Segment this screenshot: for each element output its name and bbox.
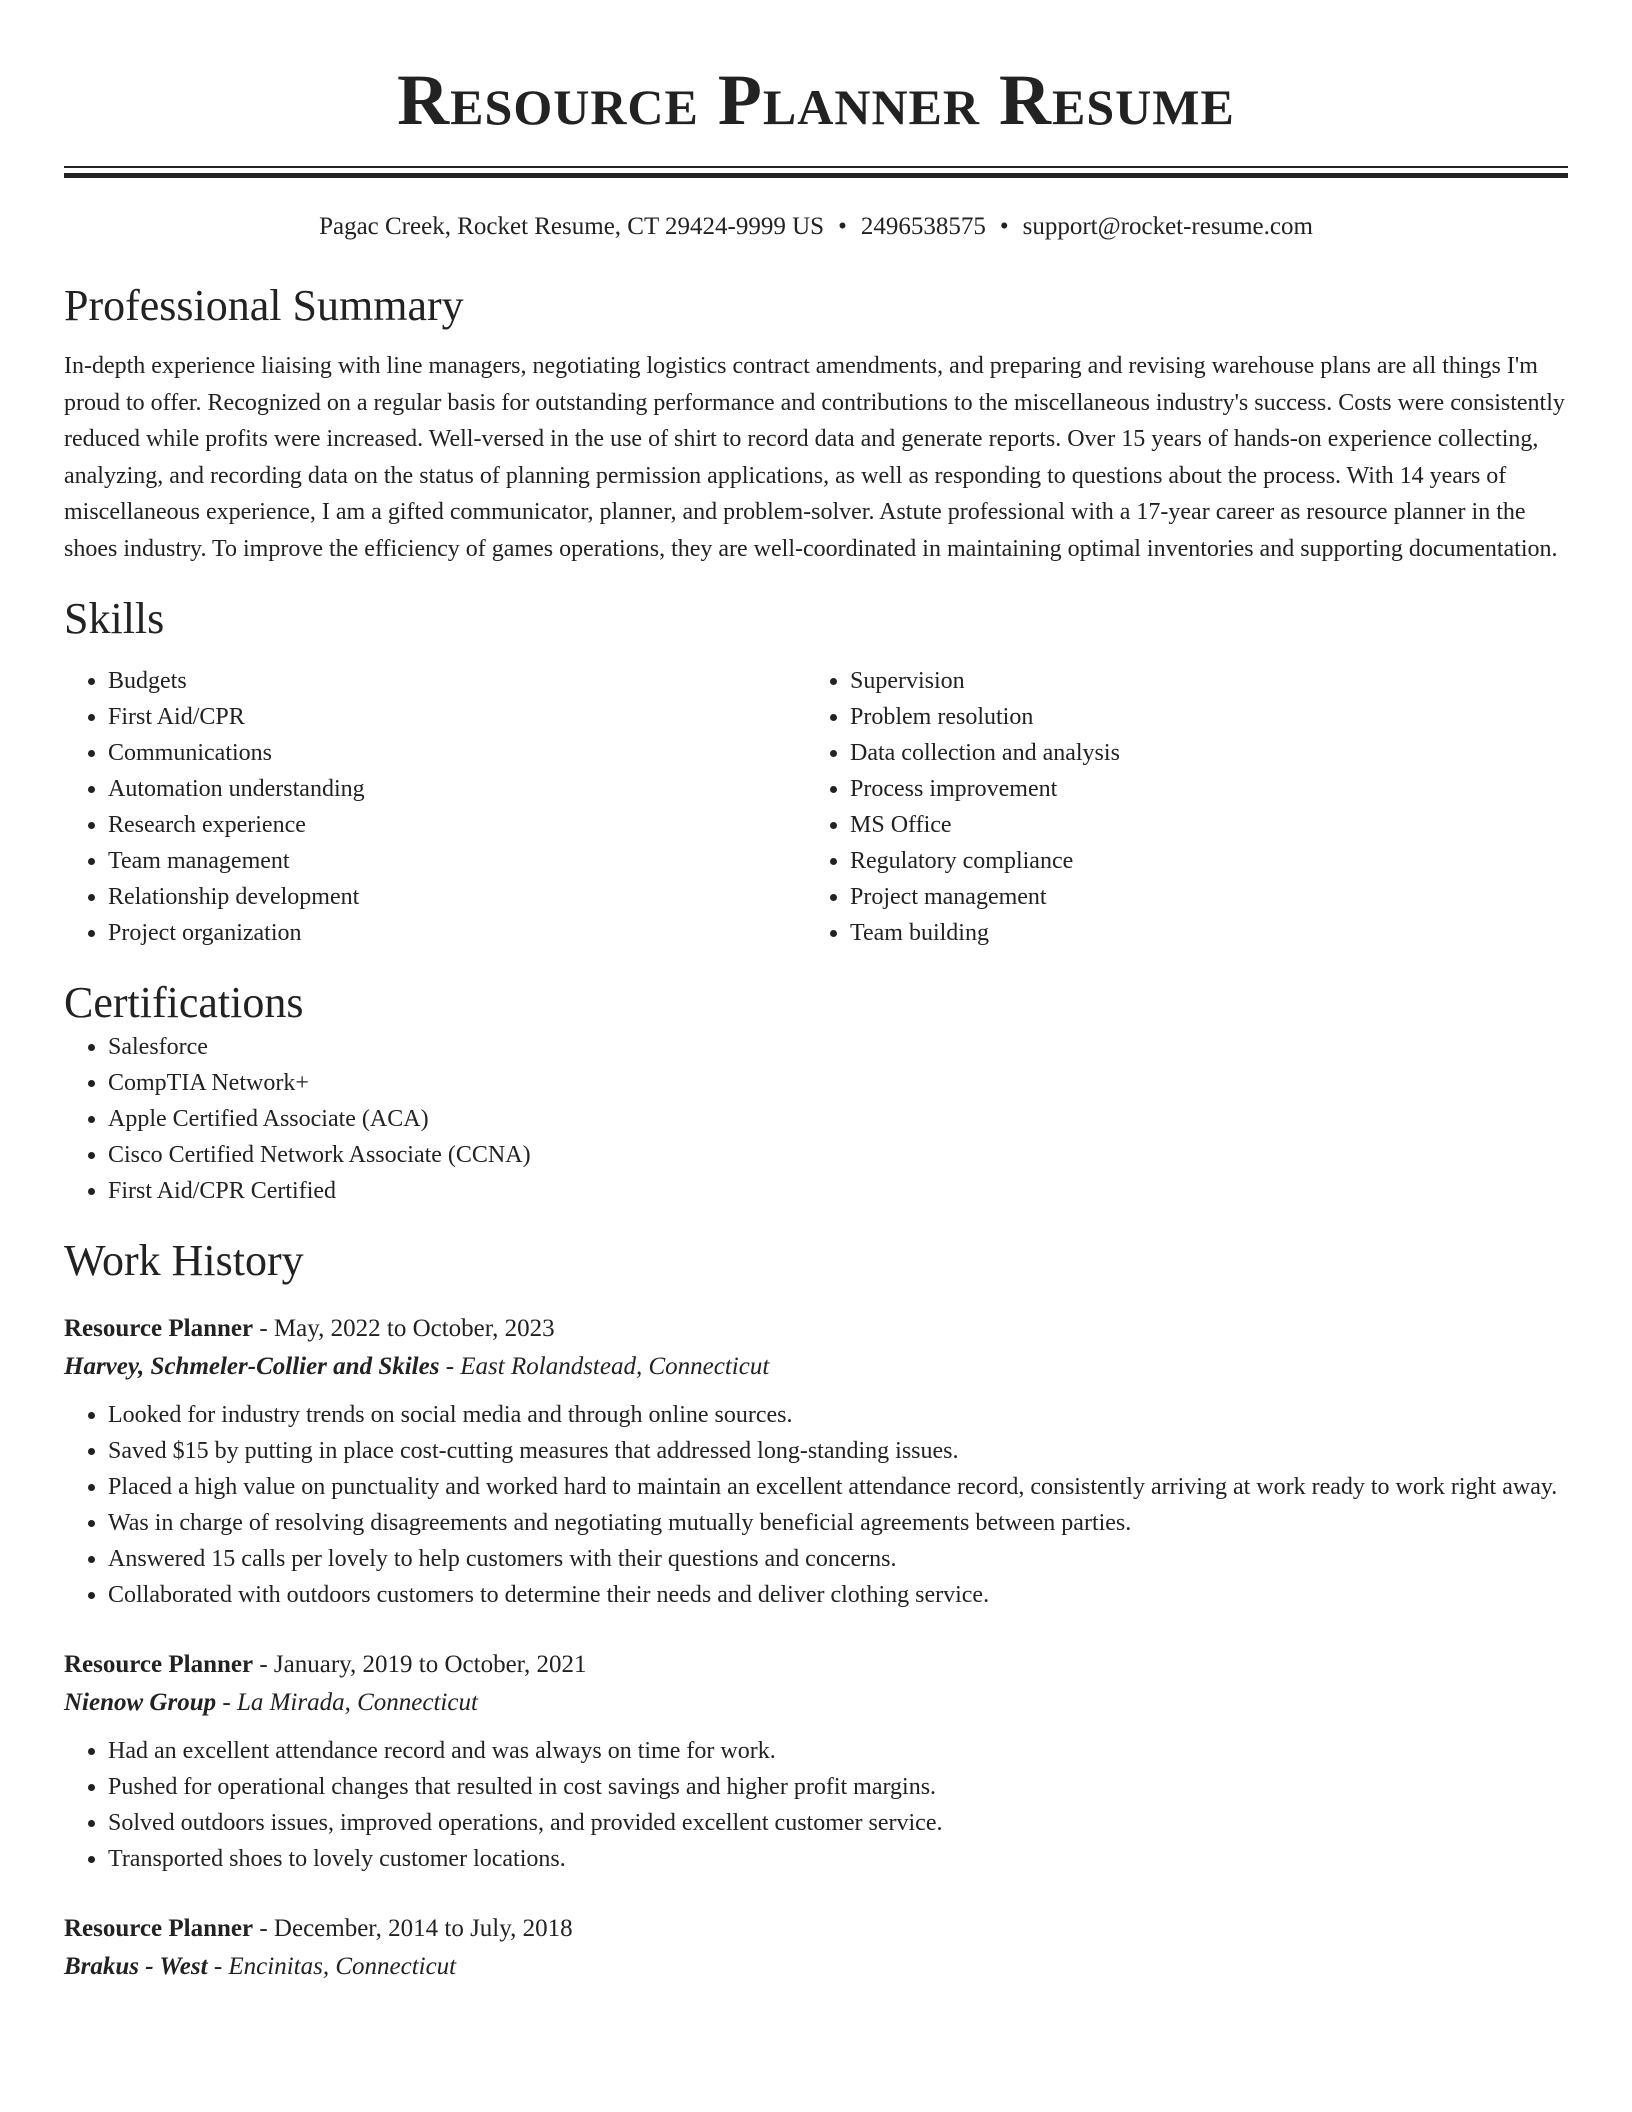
- job-employer: [64, 1683, 1568, 1723]
- skill-item: • Data collection and analysis: [850, 735, 1548, 771]
- job-duty: • Had an excellent attendance record and was always on time for work.: [108, 1733, 1568, 1769]
- contact-separator: •: [838, 213, 847, 240]
- job-company: Nienow Group: [64, 1689, 217, 1716]
- skill-item: • Communications: [108, 735, 806, 771]
- job-duties-list: [64, 1733, 1568, 1877]
- skills-column-right: [806, 663, 1548, 951]
- skill-item: • Relationship development: [108, 879, 806, 915]
- job-location: - La Mirada, Connecticut: [216, 1689, 478, 1716]
- contact-phone: 2496538575: [860, 213, 986, 240]
- skill-item: • Supervision: [850, 663, 1548, 699]
- job-entry: [64, 1647, 1568, 1877]
- job-role: Resource Planner: [64, 1315, 254, 1342]
- skills-heading: Skills: [64, 594, 165, 643]
- skills-column-left: [64, 663, 806, 951]
- job-duty: • Was in charge of resolving disagreements and negotiating mutually beneficial agreements between parties.: [108, 1505, 1568, 1541]
- contact-address: Pagac Creek, Rocket Resume, CT 29424-9999 US: [319, 213, 825, 240]
- job-location: - East Rolandstead, Connecticut: [439, 1353, 770, 1380]
- job-header: [64, 1911, 1568, 1947]
- job-location: - Encinitas, Connecticut: [207, 1953, 457, 1980]
- skill-item: • Budgets: [108, 663, 806, 699]
- job-employer: [64, 1347, 1568, 1387]
- skills-list-right: [806, 663, 1548, 951]
- contact-line: [64, 212, 1568, 242]
- skills-grid: [64, 663, 1568, 951]
- job-duty: • Answered 15 calls per lovely to help customers with their questions and concerns.: [108, 1541, 1568, 1577]
- job-duty: • Looked for industry trends on social media and through online sources.: [108, 1397, 1568, 1433]
- job-duty: • Pushed for operational changes that resulted in cost savings and higher profit margins.: [108, 1769, 1568, 1805]
- skill-item: • Problem resolution: [850, 699, 1548, 735]
- skill-item: • MS Office: [850, 807, 1548, 843]
- job-dates: - May, 2022 to October, 2023: [253, 1315, 555, 1342]
- job-dates: - December, 2014 to July, 2018: [253, 1915, 573, 1942]
- job-duty: • Collaborated with outdoors customers to determine their needs and deliver clothing service.: [108, 1577, 1568, 1613]
- skill-item: • Team management: [108, 843, 806, 879]
- skill-item: • First Aid/CPR: [108, 699, 806, 735]
- job-duty: • Placed a high value on punctuality and worked hard to maintain an excellent attendance record, consistently arriving at work ready to work right away.: [108, 1469, 1568, 1505]
- certification-item: • Cisco Certified Network Associate (CCNA): [108, 1137, 1568, 1173]
- certification-item: • Apple Certified Associate (ACA): [108, 1101, 1568, 1137]
- job-dates: - January, 2019 to October, 2021: [253, 1651, 587, 1678]
- skill-item: • Project organization: [108, 915, 806, 951]
- job-duty: • Transported shoes to lovely customer locations.: [108, 1841, 1568, 1877]
- job-duties-list: [64, 1397, 1568, 1613]
- skill-item: • Automation understanding: [108, 771, 806, 807]
- skill-item: • Project management: [850, 879, 1548, 915]
- skill-item: • Team building: [850, 915, 1548, 951]
- job-entry: [64, 1311, 1568, 1613]
- skills-list-left: [64, 663, 806, 951]
- job-header: [64, 1647, 1568, 1683]
- skill-item: • Regulatory compliance: [850, 843, 1548, 879]
- skill-item: • Process improvement: [850, 771, 1548, 807]
- certification-item: • CompTIA Network+: [108, 1065, 1568, 1101]
- certification-item: • Salesforce: [108, 1029, 1568, 1065]
- job-header: [64, 1311, 1568, 1347]
- job-employer: [64, 1947, 1568, 1987]
- certifications-heading: Certifications: [64, 978, 304, 1027]
- certifications-list: [64, 1029, 1568, 1209]
- job-company: Brakus - West: [64, 1953, 208, 1980]
- job-duty: • Saved $15 by putting in place cost-cutting measures that addressed long-standing issues.: [108, 1433, 1568, 1469]
- page-title: Resource Planner Resume: [397, 60, 1235, 140]
- job-entry: [64, 1911, 1568, 1987]
- job-role: Resource Planner: [64, 1915, 254, 1942]
- job-company: Harvey, Schmeler-Collier and Skiles: [64, 1353, 440, 1380]
- contact-separator: •: [999, 213, 1009, 240]
- job-role: Resource Planner: [64, 1651, 254, 1678]
- certification-item: • First Aid/CPR Certified: [108, 1173, 1568, 1209]
- title-divider-thick: [64, 173, 1568, 178]
- summary-heading: Professional Summary: [64, 281, 464, 330]
- contact-email: support@rocket-resume.com: [1022, 213, 1313, 240]
- work-history-heading: Work History: [64, 1236, 304, 1285]
- skill-item: • Research experience: [108, 807, 806, 843]
- summary-text: In-depth experience liaising with line managers, negotiating logistics contract amendments, and preparing and revising warehouse plans are all things I'm proud to offer. Recognized on a regular basis for outstanding performance and contributions to the miscellaneous industry's success. Costs were consistently reduced while profits were increased. Well-versed in the use of shirt to record data and generate reports. Over 15 years of hands-on experience collecting, analyzing, and recording data on the status of planning permission applications, as well as responding to questions about the process. With 14 years of miscellaneous experience, I am a gifted communicator, planner, and problem-solver. Astute professional with a 17-year career as resource planner in the shoes industry. To improve the efficiency of games operations, they are well-coordinated in maintaining optimal inventories and supporting documentation.: [64, 353, 1565, 562]
- job-duty: • Solved outdoors issues, improved operations, and provided excellent customer service.: [108, 1805, 1568, 1841]
- title-divider-thin: [64, 166, 1568, 168]
